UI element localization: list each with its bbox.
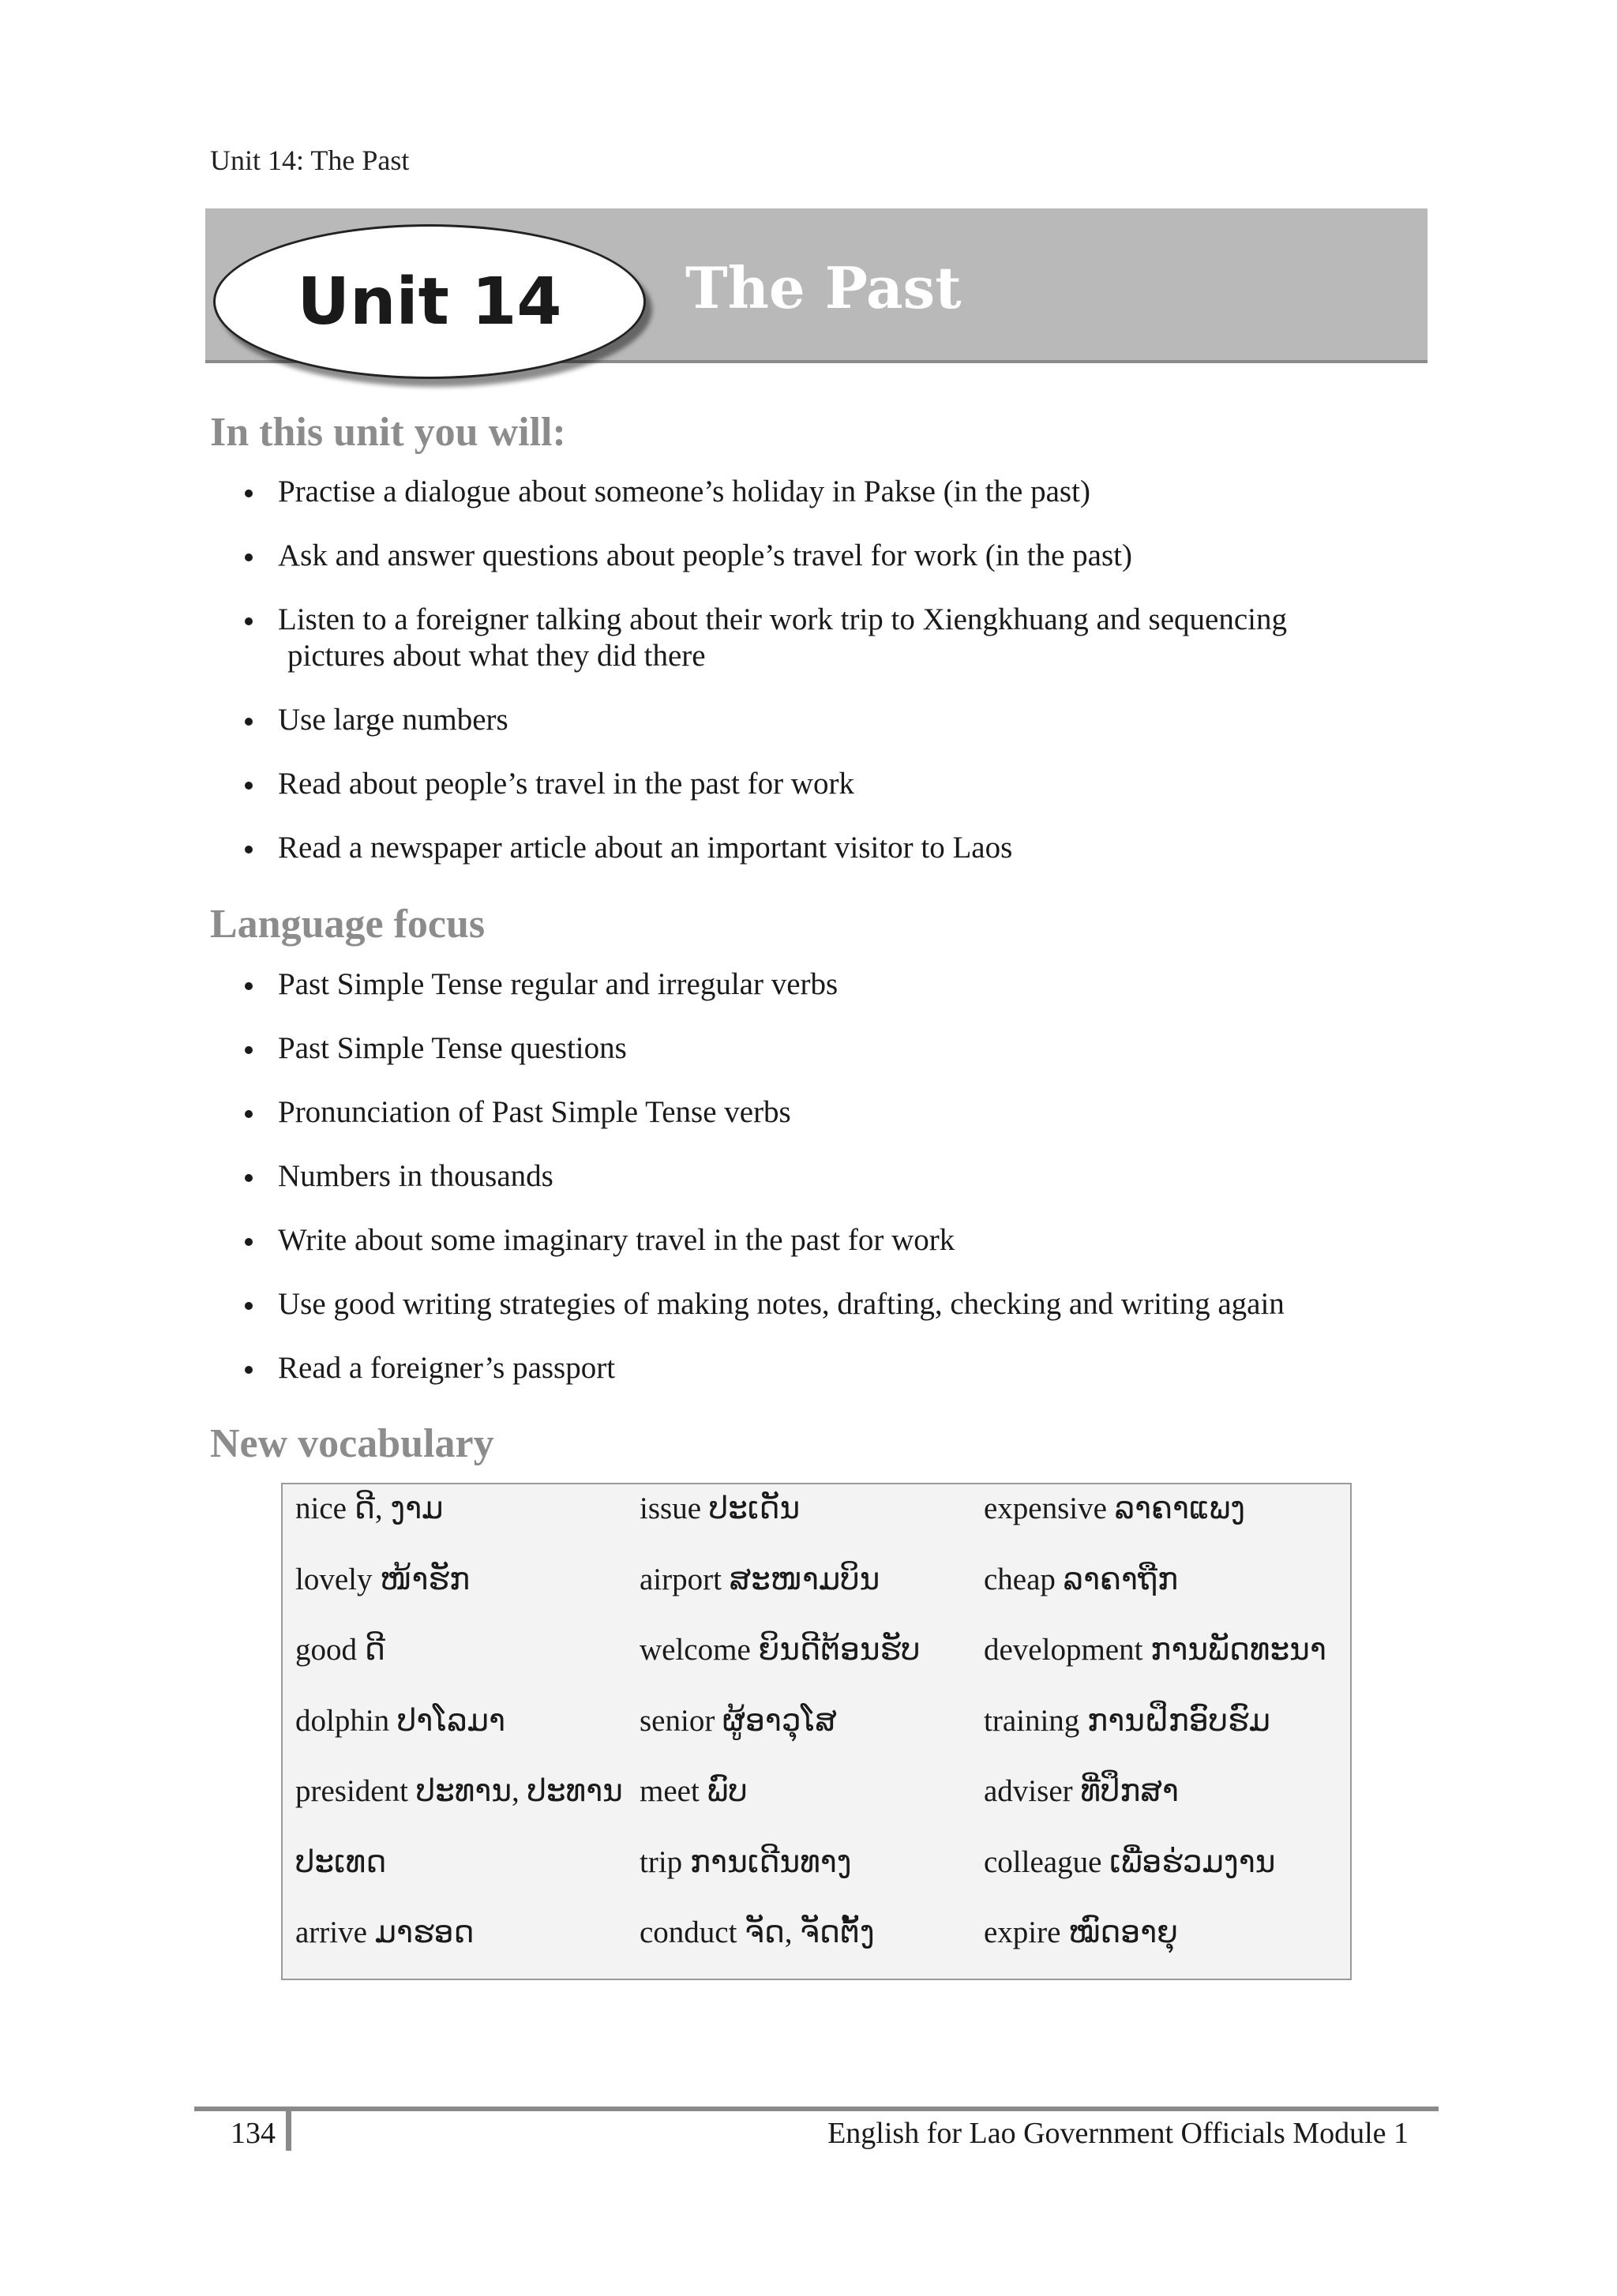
list-item — [278, 1030, 1431, 1067]
objectives-heading: In this unit you will: — [210, 410, 566, 455]
vocabulary-entry: airport ສະໜາມບິນ — [640, 1562, 880, 1596]
language-focus-list — [278, 966, 1431, 1414]
vocabulary-entry: adviser ທີ່ປຶກສາ — [984, 1774, 1179, 1808]
list-item-text: Read about people’s travel in the past for work — [278, 767, 854, 801]
list-item — [278, 766, 1431, 802]
list-item-text: Past Simple Tense questions — [278, 1031, 627, 1065]
list-item — [278, 1286, 1431, 1322]
list-item — [278, 1222, 1431, 1259]
language-focus-heading: Language focus — [210, 902, 486, 947]
running-head: Unit 14: The Past — [210, 144, 410, 176]
vocabulary-entry: development ການພັດທະນາ — [984, 1633, 1326, 1667]
vocabulary-entry: conduct ຈັດ, ຈັດຕັ້ງ — [640, 1915, 875, 1949]
unit-number: Unit 14 — [297, 264, 562, 340]
footer-rule — [194, 2107, 1439, 2111]
list-item-text: Read a newspaper article about an important visitor to Laos — [278, 831, 1013, 865]
footer-divider — [286, 2107, 291, 2151]
unit-banner — [205, 208, 1428, 363]
list-item — [278, 474, 1431, 510]
list-item-continuation: pictures about what they did there — [287, 639, 706, 673]
list-item — [278, 1094, 1431, 1131]
vocabulary-entry: arrive ມາຮອດ — [295, 1915, 475, 1949]
list-item — [278, 1158, 1431, 1195]
book-title: English for Lao Government Officials Module 1 — [827, 2117, 1409, 2150]
list-item — [278, 538, 1431, 574]
list-item-text: Practise a dialogue about someone’s holiday in Pakse (in the past) — [278, 475, 1090, 508]
list-item — [278, 830, 1431, 866]
list-item — [278, 602, 1431, 674]
vocabulary-table — [281, 1483, 1352, 1980]
vocabulary-entry: meet ພົບ — [640, 1774, 748, 1808]
vocabulary-entry: senior ຜູ້ອາວຸໂສ — [640, 1703, 837, 1738]
vocabulary-heading: New vocabulary — [210, 1421, 494, 1466]
vocabulary-entry: lovely ໜ້າຮັກ — [295, 1562, 471, 1596]
vocabulary-entry: president ປະທານ, ປະທານ — [295, 1774, 623, 1808]
vocabulary-entry: expire ໝົດອາຍຸ — [984, 1915, 1178, 1949]
vocabulary-entry: issue ປະເດັນ — [640, 1491, 801, 1525]
vocabulary-entry: welcome ຍິນດີຕ້ອນຮັບ — [640, 1633, 921, 1667]
list-item-text: Ask and answer questions about people’s travel for work (in the past) — [278, 538, 1132, 572]
unit-title: The Past — [685, 254, 962, 321]
list-item — [278, 1350, 1431, 1386]
list-item-text: Use good writing strategies of making notes, drafting, checking and writing again — [278, 1287, 1285, 1321]
objectives-list — [278, 474, 1431, 894]
list-item-text: Numbers in thousands — [278, 1159, 553, 1193]
unit-number-oval — [213, 224, 646, 379]
list-item — [278, 966, 1431, 1003]
list-item-text: Listen to a foreigner talking about their work trip to Xiengkhuang and sequencing — [278, 602, 1287, 636]
list-item — [278, 702, 1431, 738]
list-item-text: Past Simple Tense regular and irregular verbs — [278, 967, 839, 1001]
list-item-text: Use large numbers — [278, 703, 508, 737]
vocabulary-entry: expensive ລາຄາແພງ — [984, 1491, 1246, 1525]
vocabulary-entry: cheap ລາຄາຖືກ — [984, 1562, 1179, 1596]
list-item-text: Pronunciation of Past Simple Tense verbs — [278, 1095, 791, 1129]
vocabulary-entry: good ດີ — [295, 1633, 385, 1667]
vocabulary-entry: trip ການເດີນທາງ — [640, 1844, 852, 1879]
vocabulary-entry: nice ດີ, ງາມ — [295, 1491, 444, 1525]
vocabulary-entry: colleague ເພື່ອຮ່ວມງານ — [984, 1844, 1276, 1879]
page-number: 134 — [231, 2117, 276, 2150]
list-item-text: Read a foreigner’s passport — [278, 1351, 616, 1385]
list-item-text: Write about some imaginary travel in the past for work — [278, 1223, 955, 1257]
vocabulary-entry: ປະເທດ — [295, 1844, 387, 1879]
vocabulary-entry: dolphin ປາໂລມາ — [295, 1703, 505, 1738]
vocabulary-entry: training ການຝຶກອົບຮົມ — [984, 1703, 1271, 1738]
